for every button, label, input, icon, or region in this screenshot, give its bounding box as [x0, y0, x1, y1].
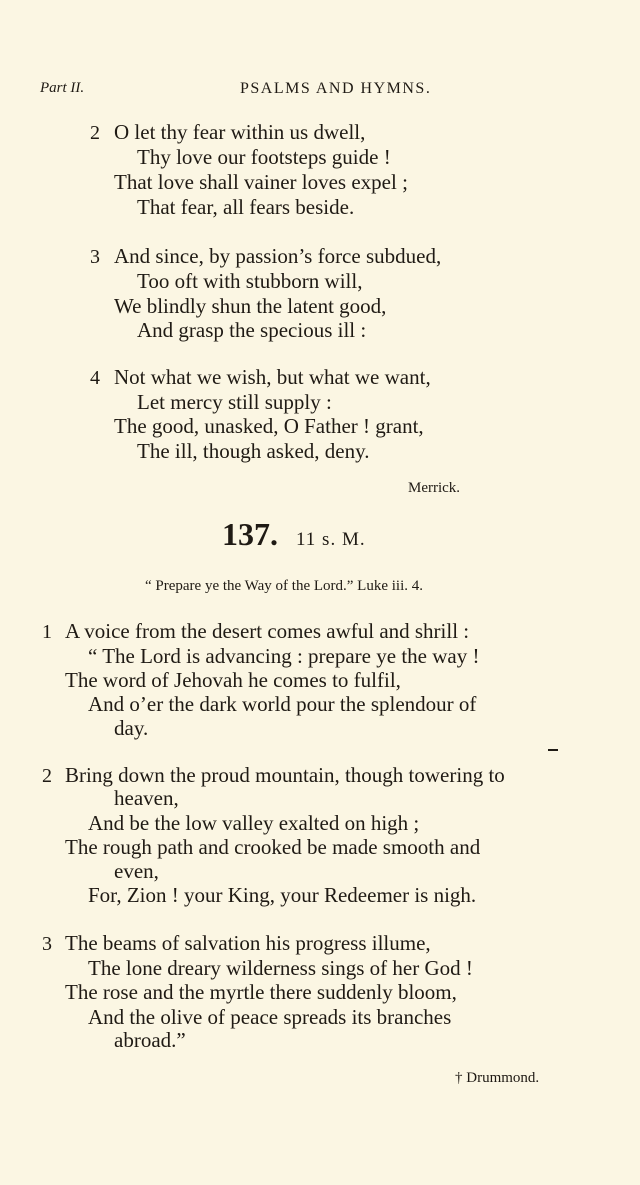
verse-line: And since, by passion’s force subdued,	[114, 244, 442, 268]
verse-line: heaven,	[114, 786, 179, 810]
verse-line: And the olive of peace spreads its branches	[88, 1005, 452, 1029]
hymn-number: 137.	[222, 516, 278, 552]
verse-line: Let mercy still supply :	[137, 390, 332, 414]
hymn-epigraph: “ Prepare ye the Way of the Lord.” Luke iii. 4.	[145, 578, 423, 594]
verse-line: even,	[114, 859, 159, 883]
stanza-number: 2	[42, 765, 52, 787]
hymn-heading	[222, 516, 366, 553]
author-attribution: Merrick.	[408, 480, 461, 496]
verse-line: The rose and the myrtle there suddenly bloom,	[65, 980, 457, 1004]
running-header	[40, 80, 600, 102]
verse-line: Bring down the proud mountain, though towering to	[65, 763, 505, 787]
verse-line: For, Zion ! your King, your Redeemer is nigh.	[88, 883, 477, 907]
verse-line: “ The Lord is advancing : prepare ye the way !	[88, 644, 480, 668]
hymn-meter: 11 s. M.	[296, 529, 366, 550]
verse-line: Not what we wish, but what we want,	[114, 365, 431, 389]
stanza-number: 3	[90, 246, 100, 268]
verse-line: O let thy fear within us dwell,	[114, 120, 366, 144]
verse-line: We blindly shun the latent good,	[114, 294, 387, 318]
verse-line: That fear, all fears beside.	[137, 195, 355, 219]
running-title: PSALMS AND HYMNS.	[240, 80, 432, 97]
verse-line: Too oft with stubborn will,	[137, 269, 363, 293]
stanza-number: 2	[90, 122, 100, 144]
verse-line: The rough path and crooked be made smooth and	[65, 835, 481, 859]
verse-line: abroad.”	[114, 1028, 186, 1052]
verse-line: Thy love our footsteps guide !	[137, 145, 391, 169]
ornament-dash	[548, 749, 558, 751]
stanza-number: 3	[42, 933, 52, 955]
verse-line: day.	[114, 716, 149, 740]
stanza-number: 4	[90, 367, 100, 389]
verse-line: The beams of salvation his progress illume,	[65, 931, 431, 955]
verse-line: And be the low valley exalted on high ;	[88, 811, 420, 835]
verse-line: The ill, though asked, deny.	[137, 439, 370, 463]
stanza-number: 1	[42, 621, 52, 643]
verse-line: A voice from the desert comes awful and shrill :	[65, 619, 470, 643]
verse-line: That love shall vainer loves expel ;	[114, 170, 408, 194]
author-attribution: † Drummond.	[455, 1070, 540, 1086]
verse-line: The good, unasked, O Father ! grant,	[114, 414, 424, 438]
part-label: Part II.	[40, 80, 85, 96]
verse-line: The lone dreary wilderness sings of her God !	[88, 956, 473, 980]
verse-line: The word of Jehovah he comes to fulfil,	[65, 668, 401, 692]
verse-line: And o’er the dark world pour the splendour of	[88, 692, 477, 716]
verse-line: And grasp the specious ill :	[137, 318, 367, 342]
